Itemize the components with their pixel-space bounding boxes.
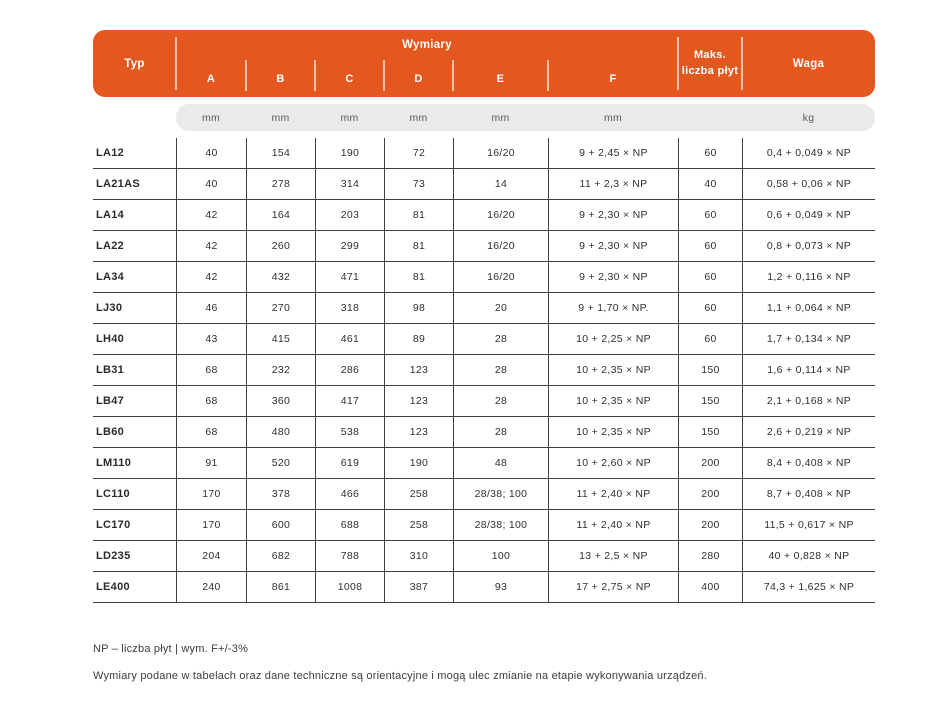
row-cell-a: 170 — [176, 479, 246, 509]
dim-letter-f: F — [548, 60, 678, 97]
row-cell-maks: 200 — [678, 448, 742, 478]
note-disclaimer: Wymiary podane w tabelach oraz dane techniczne są orientacyjne i mogą ulec zmianie na etapie wykonywania urządzeń. — [93, 670, 707, 682]
row-cell-maks: 40 — [678, 169, 742, 199]
table-row — [93, 572, 875, 603]
row-cell-f: 10 + 2,35 × NP — [548, 386, 678, 416]
row-cell-maks: 150 — [678, 417, 742, 447]
row-cell-e: 14 — [453, 169, 548, 199]
spec-table — [93, 30, 875, 603]
maks-label-line1: Maks. — [693, 49, 727, 62]
row-cell-f: 11 + 2,40 × NP — [548, 479, 678, 509]
row-cell-b: 520 — [246, 448, 315, 478]
row-cell-a: 42 — [176, 262, 246, 292]
row-typ: LH40 — [96, 333, 125, 345]
row-cell-a: 204 — [176, 541, 246, 571]
col-header-typ: Typ — [124, 57, 145, 70]
unit-cell-2: mm — [340, 111, 359, 124]
row-cell-a: 43 — [176, 324, 246, 354]
row-cell-e: 16/20 — [453, 262, 548, 292]
row-cell-d: 387 — [384, 572, 453, 602]
row-cell-b: 278 — [246, 169, 315, 199]
row-cell-waga: 2,1 + 0,168 × NP — [742, 386, 875, 416]
units-row — [93, 104, 875, 131]
row-typ: LJ30 — [96, 302, 123, 314]
row-cell-b: 432 — [246, 262, 315, 292]
col-header-waga: Waga — [742, 30, 875, 97]
row-cell-e: 16/20 — [453, 200, 548, 230]
row-cell-d: 73 — [384, 169, 453, 199]
row-typ: LC170 — [96, 519, 131, 531]
row-cell-waga: 1,1 + 0,064 × NP — [742, 293, 875, 323]
row-cell-f: 11 + 2,40 × NP — [548, 510, 678, 540]
table-row — [93, 541, 875, 572]
table-row — [93, 293, 875, 324]
row-cell-b: 415 — [246, 324, 315, 354]
row-cell-e: 28 — [453, 386, 548, 416]
table-row — [93, 417, 875, 448]
table-row — [93, 386, 875, 417]
table-row — [93, 510, 875, 541]
table-row — [93, 169, 875, 200]
row-cell-e: 28 — [453, 417, 548, 447]
dim-letter-c: C — [315, 60, 384, 97]
row-cell-maks: 60 — [678, 231, 742, 261]
table-row — [93, 262, 875, 293]
row-typ: LM110 — [96, 457, 132, 469]
row-cell-f: 13 + 2,5 × NP — [548, 541, 678, 571]
row-cell-a: 91 — [176, 448, 246, 478]
row-cell-f: 10 + 2,25 × NP — [548, 324, 678, 354]
row-cell-a: 42 — [176, 200, 246, 230]
row-typ: LB60 — [96, 426, 125, 438]
row-cell-d: 310 — [384, 541, 453, 571]
row-cell-c: 461 — [315, 324, 384, 354]
row-cell-b: 480 — [246, 417, 315, 447]
row-cell-maks: 200 — [678, 479, 742, 509]
row-cell-waga: 1,7 + 0,134 × NP — [742, 324, 875, 354]
row-cell-c: 538 — [315, 417, 384, 447]
row-cell-waga: 8,7 + 0,408 × NP — [742, 479, 875, 509]
row-cell-c: 417 — [315, 386, 384, 416]
row-cell-maks: 200 — [678, 510, 742, 540]
row-cell-f: 9 + 2,30 × NP — [548, 200, 678, 230]
row-cell-e: 28 — [453, 324, 548, 354]
table-row — [93, 355, 875, 386]
row-cell-a: 40 — [176, 138, 246, 168]
row-cell-d: 123 — [384, 355, 453, 385]
row-cell-maks: 400 — [678, 572, 742, 602]
row-cell-f: 10 + 2,35 × NP — [548, 417, 678, 447]
row-cell-c: 688 — [315, 510, 384, 540]
col-group-wymiary — [176, 30, 678, 97]
row-cell-c: 299 — [315, 231, 384, 261]
row-cell-waga: 0,4 + 0,049 × NP — [742, 138, 875, 168]
row-cell-waga: 2,6 + 0,219 × NP — [742, 417, 875, 447]
row-cell-b: 682 — [246, 541, 315, 571]
table-row — [93, 200, 875, 231]
row-cell-waga: 74,3 + 1,625 × NP — [742, 572, 875, 602]
unit-cell-0: mm — [201, 111, 221, 124]
row-cell-a: 68 — [176, 355, 246, 385]
row-cell-d: 72 — [384, 138, 453, 168]
dim-letter-e: E — [453, 60, 548, 97]
row-cell-maks: 60 — [678, 293, 742, 323]
row-cell-b: 861 — [246, 572, 315, 602]
row-cell-e: 28/38; 100 — [453, 479, 548, 509]
row-cell-f: 9 + 2,30 × NP — [548, 231, 678, 261]
unit-cell-4: mm — [491, 111, 510, 124]
row-cell-d: 81 — [384, 231, 453, 261]
row-cell-d: 89 — [384, 324, 453, 354]
dim-letter-d: D — [384, 60, 453, 97]
row-cell-c: 471 — [315, 262, 384, 292]
row-cell-waga: 40 + 0,828 × NP — [742, 541, 875, 571]
row-typ: LE400 — [96, 581, 130, 593]
row-cell-b: 260 — [246, 231, 315, 261]
row-typ: LA12 — [96, 147, 125, 159]
table-row — [93, 138, 875, 169]
row-cell-e: 16/20 — [453, 231, 548, 261]
row-cell-a: 68 — [176, 417, 246, 447]
row-cell-f: 9 + 2,30 × NP — [548, 262, 678, 292]
row-cell-waga: 8,4 + 0,408 × NP — [742, 448, 875, 478]
row-cell-f: 10 + 2,60 × NP — [548, 448, 678, 478]
row-cell-c: 318 — [315, 293, 384, 323]
dim-letter-b: B — [246, 60, 315, 97]
units-grid — [176, 104, 875, 131]
row-cell-f: 17 + 2,75 × NP — [548, 572, 678, 602]
row-typ: LC110 — [96, 488, 130, 500]
row-cell-waga: 11,5 + 0,617 × NP — [742, 510, 875, 540]
row-cell-c: 466 — [315, 479, 384, 509]
maks-label-line2: liczba płyt — [681, 64, 739, 77]
row-cell-c: 1008 — [315, 572, 384, 602]
row-cell-b: 270 — [246, 293, 315, 323]
row-cell-e: 93 — [453, 572, 548, 602]
table-row — [93, 479, 875, 510]
row-cell-maks: 150 — [678, 386, 742, 416]
row-cell-b: 378 — [246, 479, 315, 509]
unit-cell-3: mm — [409, 111, 428, 124]
row-cell-e: 20 — [453, 293, 548, 323]
row-cell-c: 190 — [315, 138, 384, 168]
unit-cell-1: mm — [271, 111, 290, 124]
row-cell-d: 81 — [384, 200, 453, 230]
row-cell-a: 42 — [176, 231, 246, 261]
row-cell-waga: 0,58 + 0,06 × NP — [742, 169, 875, 199]
row-cell-b: 600 — [246, 510, 315, 540]
row-cell-waga: 0,8 + 0,073 × NP — [742, 231, 875, 261]
row-cell-c: 788 — [315, 541, 384, 571]
row-cell-maks: 60 — [678, 324, 742, 354]
row-typ: LA22 — [96, 240, 125, 252]
row-cell-f: 9 + 2,45 × NP — [548, 138, 678, 168]
dim-letter-a: A — [206, 72, 216, 85]
unit-cell-7: kg — [802, 111, 815, 124]
row-cell-c: 314 — [315, 169, 384, 199]
row-cell-d: 123 — [384, 386, 453, 416]
row-cell-d: 258 — [384, 479, 453, 509]
row-cell-b: 360 — [246, 386, 315, 416]
table-header — [93, 30, 875, 97]
row-cell-a: 46 — [176, 293, 246, 323]
row-cell-c: 619 — [315, 448, 384, 478]
row-typ: LB31 — [96, 364, 125, 376]
row-cell-f: 9 + 1,70 × NP. — [548, 293, 678, 323]
row-cell-f: 11 + 2,3 × NP — [548, 169, 678, 199]
dimension-letters-row — [176, 60, 678, 97]
footnotes — [93, 643, 707, 682]
row-cell-waga: 0,6 + 0,049 × NP — [742, 200, 875, 230]
row-cell-a: 68 — [176, 386, 246, 416]
row-cell-e: 100 — [453, 541, 548, 571]
row-cell-d: 123 — [384, 417, 453, 447]
row-cell-a: 240 — [176, 572, 246, 602]
row-typ: LA34 — [96, 271, 125, 283]
row-cell-b: 164 — [246, 200, 315, 230]
row-cell-maks: 60 — [678, 200, 742, 230]
row-cell-e: 28/38; 100 — [453, 510, 548, 540]
table-body — [93, 138, 875, 603]
row-cell-d: 98 — [384, 293, 453, 323]
row-typ: LD235 — [96, 550, 131, 562]
row-cell-d: 258 — [384, 510, 453, 540]
col-header-maks-liczba-plyt — [678, 30, 742, 97]
row-typ: LA21AS — [96, 178, 140, 190]
row-cell-maks: 150 — [678, 355, 742, 385]
row-cell-a: 40 — [176, 169, 246, 199]
row-cell-maks: 60 — [678, 262, 742, 292]
row-cell-maks: 280 — [678, 541, 742, 571]
row-cell-waga: 1,2 + 0,116 × NP — [742, 262, 875, 292]
unit-cell-6 — [678, 104, 742, 131]
row-cell-b: 154 — [246, 138, 315, 168]
row-cell-e: 48 — [453, 448, 548, 478]
table-row — [93, 231, 875, 262]
table-row — [93, 448, 875, 479]
row-cell-maks: 60 — [678, 138, 742, 168]
table-row — [93, 324, 875, 355]
row-cell-d: 81 — [384, 262, 453, 292]
row-cell-c: 286 — [315, 355, 384, 385]
row-cell-e: 28 — [453, 355, 548, 385]
row-cell-e: 16/20 — [453, 138, 548, 168]
unit-cell-5: mm — [603, 111, 623, 124]
note-np-definition: NP – liczba płyt | wym. F+/-3% — [93, 643, 249, 655]
row-cell-f: 10 + 2,35 × NP — [548, 355, 678, 385]
row-cell-d: 190 — [384, 448, 453, 478]
row-typ: LA14 — [96, 209, 125, 221]
wymiary-group-label: Wymiary — [402, 39, 452, 51]
row-cell-waga: 1,6 + 0,114 × NP — [742, 355, 875, 385]
row-cell-a: 170 — [176, 510, 246, 540]
row-typ: LB47 — [96, 395, 125, 407]
row-cell-b: 232 — [246, 355, 315, 385]
row-cell-c: 203 — [315, 200, 384, 230]
